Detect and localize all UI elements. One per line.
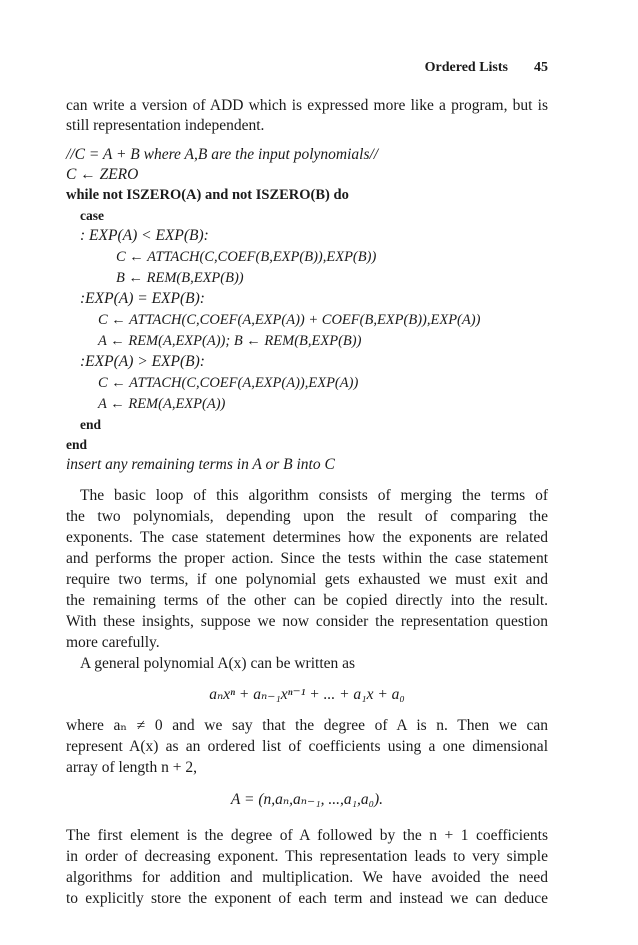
array-formula: A = (n,aₙ,aₙ₋₁, ...,a₁,a₀).	[230, 791, 384, 808]
text-line: With these insights, suppose we now consider the representation question	[66, 613, 548, 630]
algorithm-line: :EXP(A) = EXP(B):	[80, 290, 205, 307]
algorithm-line: insert any remaining terms in A or B into C	[66, 456, 335, 473]
algorithm-keyword: end	[80, 417, 102, 432]
text-line: and performs the proper action. Since the tests within the case statement	[66, 550, 548, 567]
algorithm-line: C ← ATTACH(C,COEF(A,EXP(A)) + COEF(B,EXP(B)),EXP(A))	[98, 312, 481, 328]
algorithm-line: A ← REM(A,EXP(A)); B ← REM(B,EXP(B))	[98, 333, 362, 349]
running-header	[66, 60, 548, 80]
algorithm-line: B ← REM(B,EXP(B))	[116, 270, 244, 286]
page-number: 45	[534, 60, 548, 75]
text-line: algorithms for addition and multiplication. We have avoided the need	[66, 869, 548, 886]
text-line: the remaining terms of the other can be copied directly into the result.	[66, 592, 548, 609]
text-line: represent A(x) as an ordered list of coefficients using a one dimensional	[66, 738, 548, 755]
algorithm-comment: //C = A + B where A,B are the input polynomials//	[66, 146, 379, 163]
algorithm-line: C ← ATTACH(C,COEF(A,EXP(A)),EXP(A))	[98, 375, 359, 391]
algorithm-line: while not ISZERO(A) and not ISZERO(B) do	[66, 187, 349, 203]
text-line: The basic loop of this algorithm consists of merging the terms of	[80, 487, 548, 504]
algorithm-keyword: case	[80, 208, 104, 223]
text-line: where aₙ ≠ 0 and we say that the degree of A is n. Then we can	[66, 717, 548, 734]
text-line: The first element is the degree of A followed by the n + 1 coefficients	[66, 827, 548, 844]
text-line: in order of decreasing exponent. This representation leads to very simple	[66, 848, 548, 865]
text-line: to explicitly store the exponent of each term and instead we can deduce	[66, 890, 548, 907]
text-line: A general polynomial A(x) can be written as	[80, 655, 356, 672]
algorithm-line: A ← REM(A,EXP(A))	[98, 396, 226, 412]
text-line: the two polynomials, depending upon the result of comparing the	[66, 508, 548, 525]
algorithm-line: : EXP(A) < EXP(B):	[80, 227, 209, 244]
text-line: require two terms, if one polynomial gets exhausted we must exit and	[66, 571, 548, 588]
polynomial-formula: aₙxⁿ + aₙ₋₁xⁿ⁻¹ + ... + a₁x + a₀	[209, 686, 405, 703]
text-line: can write a version of ADD which is expressed more like a program, but is	[66, 97, 548, 114]
text-line: array of length n + 2,	[66, 759, 197, 776]
text-line: exponents. The case statement determines how the exponents are related	[66, 529, 548, 546]
algorithm-keyword: end	[66, 437, 88, 452]
algorithm-line: C ← ZERO	[66, 166, 139, 183]
algorithm-line: C ← ATTACH(C,COEF(B,EXP(B)),EXP(B))	[116, 249, 377, 265]
text-line: more carefully.	[66, 634, 160, 651]
text-line: still representation independent.	[66, 117, 265, 134]
section-title: Ordered Lists	[424, 60, 508, 75]
algorithm-line: :EXP(A) > EXP(B):	[80, 353, 205, 370]
